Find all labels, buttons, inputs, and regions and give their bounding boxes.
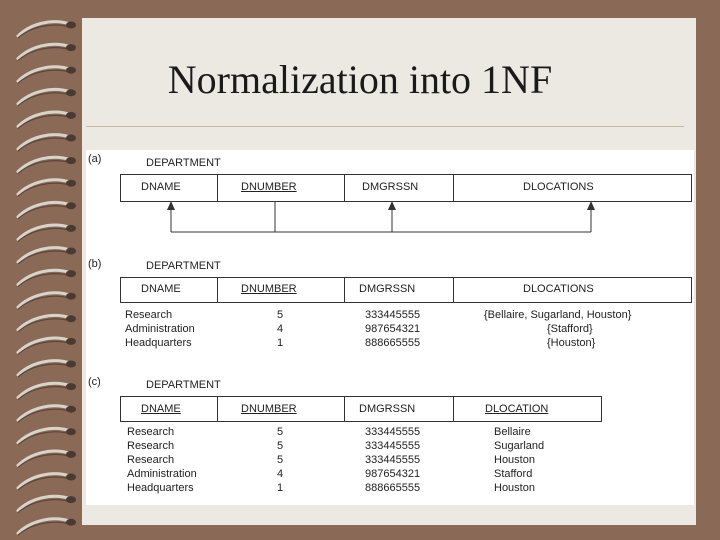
section-c-header-dnumber: DNUMBER: [241, 403, 297, 415]
section-c-tag: (c): [88, 376, 101, 388]
spiral-hole: [66, 519, 76, 526]
table-cell: 333445555: [365, 309, 421, 321]
section-a-relation: DEPARTMENT: [146, 157, 221, 169]
spiral-coil: [18, 383, 70, 397]
section-b-tag: (b): [88, 258, 102, 270]
spiral-coil: [18, 338, 70, 352]
table-cell: Research: [125, 309, 173, 321]
table-cell: Sugarland: [494, 440, 545, 452]
table-cell: 987654321: [365, 323, 421, 335]
table-cell: 888665555: [365, 337, 421, 349]
section-b-header-dname: DNAME: [141, 283, 181, 295]
table-cell: 5: [277, 426, 284, 438]
spiral-coil: [18, 519, 70, 533]
spiral-hole: [66, 157, 76, 164]
spiral-hole: [66, 496, 76, 503]
table-cell: 333445555: [365, 426, 421, 438]
spiral-coil: [18, 293, 70, 307]
spiral-coil: [18, 157, 70, 171]
spiral-hole: [66, 202, 76, 209]
table-cell: Administration: [125, 323, 195, 335]
section-c-relation: DEPARTMENT: [146, 379, 221, 391]
spiral-coil: [18, 474, 70, 488]
spiral-hole: [66, 315, 76, 322]
section-b-header-dnumber: DNUMBER: [241, 283, 297, 295]
section-a-header-dname: DNAME: [141, 181, 181, 193]
spiral-hole: [66, 44, 76, 51]
section-a-header-dmgrssn: DMGRSSN: [362, 181, 419, 193]
spiral-coil: [18, 496, 70, 510]
spiral-coil: [18, 428, 70, 442]
table-cell: 888665555: [365, 482, 421, 494]
spiral-hole: [66, 180, 76, 187]
table-cell: 4: [277, 323, 284, 335]
spiral-hole: [66, 383, 76, 390]
spiral-coil: [18, 225, 70, 239]
spiral-coil: [18, 248, 70, 262]
figure-panel: [86, 150, 694, 505]
spiral-hole: [66, 338, 76, 345]
spiral-coil: [18, 361, 70, 375]
spiral-coil: [18, 202, 70, 216]
table-cell: {Stafford}: [547, 323, 593, 335]
table-cell: 333445555: [365, 454, 421, 466]
spiral-hole: [66, 451, 76, 458]
spiral-hole: [66, 112, 76, 119]
table-cell: Headquarters: [125, 337, 192, 349]
section-a-tag: (a): [88, 153, 102, 165]
spiral-coil: [18, 406, 70, 420]
table-cell: Research: [127, 426, 175, 438]
section-c-header-dlocation: DLOCATION: [485, 403, 549, 415]
spiral-hole: [66, 474, 76, 481]
table-cell: Houston: [494, 482, 535, 494]
spiral-hole: [66, 270, 76, 277]
table-cell: 1: [277, 482, 284, 494]
section-b-relation: DEPARTMENT: [146, 260, 221, 272]
table-cell: Headquarters: [127, 482, 194, 494]
spiral-coil: [18, 180, 70, 194]
spiral-hole: [66, 135, 76, 142]
spiral-hole: [66, 248, 76, 255]
section-a-header-dlocations: DLOCATIONS: [523, 181, 594, 193]
spiral-hole: [66, 293, 76, 300]
spiral-coil: [18, 112, 70, 126]
table-cell: Stafford: [494, 468, 533, 480]
spiral-hole: [66, 428, 76, 435]
spiral-hole: [66, 406, 76, 413]
table-cell: 5: [277, 440, 284, 452]
table-cell: Bellaire: [494, 426, 531, 438]
table-cell: Research: [127, 454, 175, 466]
spiral-hole: [66, 361, 76, 368]
table-cell: {Bellaire, Sugarland, Houston}: [484, 309, 632, 321]
dependency-arrows: [86, 150, 694, 250]
section-a-header-dnumber: DNUMBER: [241, 181, 297, 193]
table-cell: 5: [277, 309, 284, 321]
table-cell: {Houston}: [547, 337, 596, 349]
title-divider: [86, 126, 684, 127]
spiral-hole: [66, 225, 76, 232]
table-cell: 333445555: [365, 440, 421, 452]
table-cell: 4: [277, 468, 284, 480]
table-cell: Houston: [494, 454, 535, 466]
spiral-hole: [66, 22, 76, 29]
table-cell: 1: [277, 337, 284, 349]
section-c-header-dname: DNAME: [141, 403, 181, 415]
table-cell: Administration: [127, 468, 197, 480]
spiral-coil: [18, 135, 70, 149]
section-b-header-dmgrssn: DMGRSSN: [359, 283, 416, 295]
spiral-coil: [18, 315, 70, 329]
section-c-header-dmgrssn: DMGRSSN: [359, 403, 416, 415]
slide-title: Normalization into 1NF: [167, 57, 553, 102]
spiral-coil: [18, 22, 70, 36]
table-cell: 5: [277, 454, 284, 466]
section-b-header-dlocations: DLOCATIONS: [523, 283, 594, 295]
spiral-coil: [18, 451, 70, 465]
table-cell: Research: [127, 440, 175, 452]
spiral-coil: [18, 270, 70, 284]
table-cell: 987654321: [365, 468, 421, 480]
